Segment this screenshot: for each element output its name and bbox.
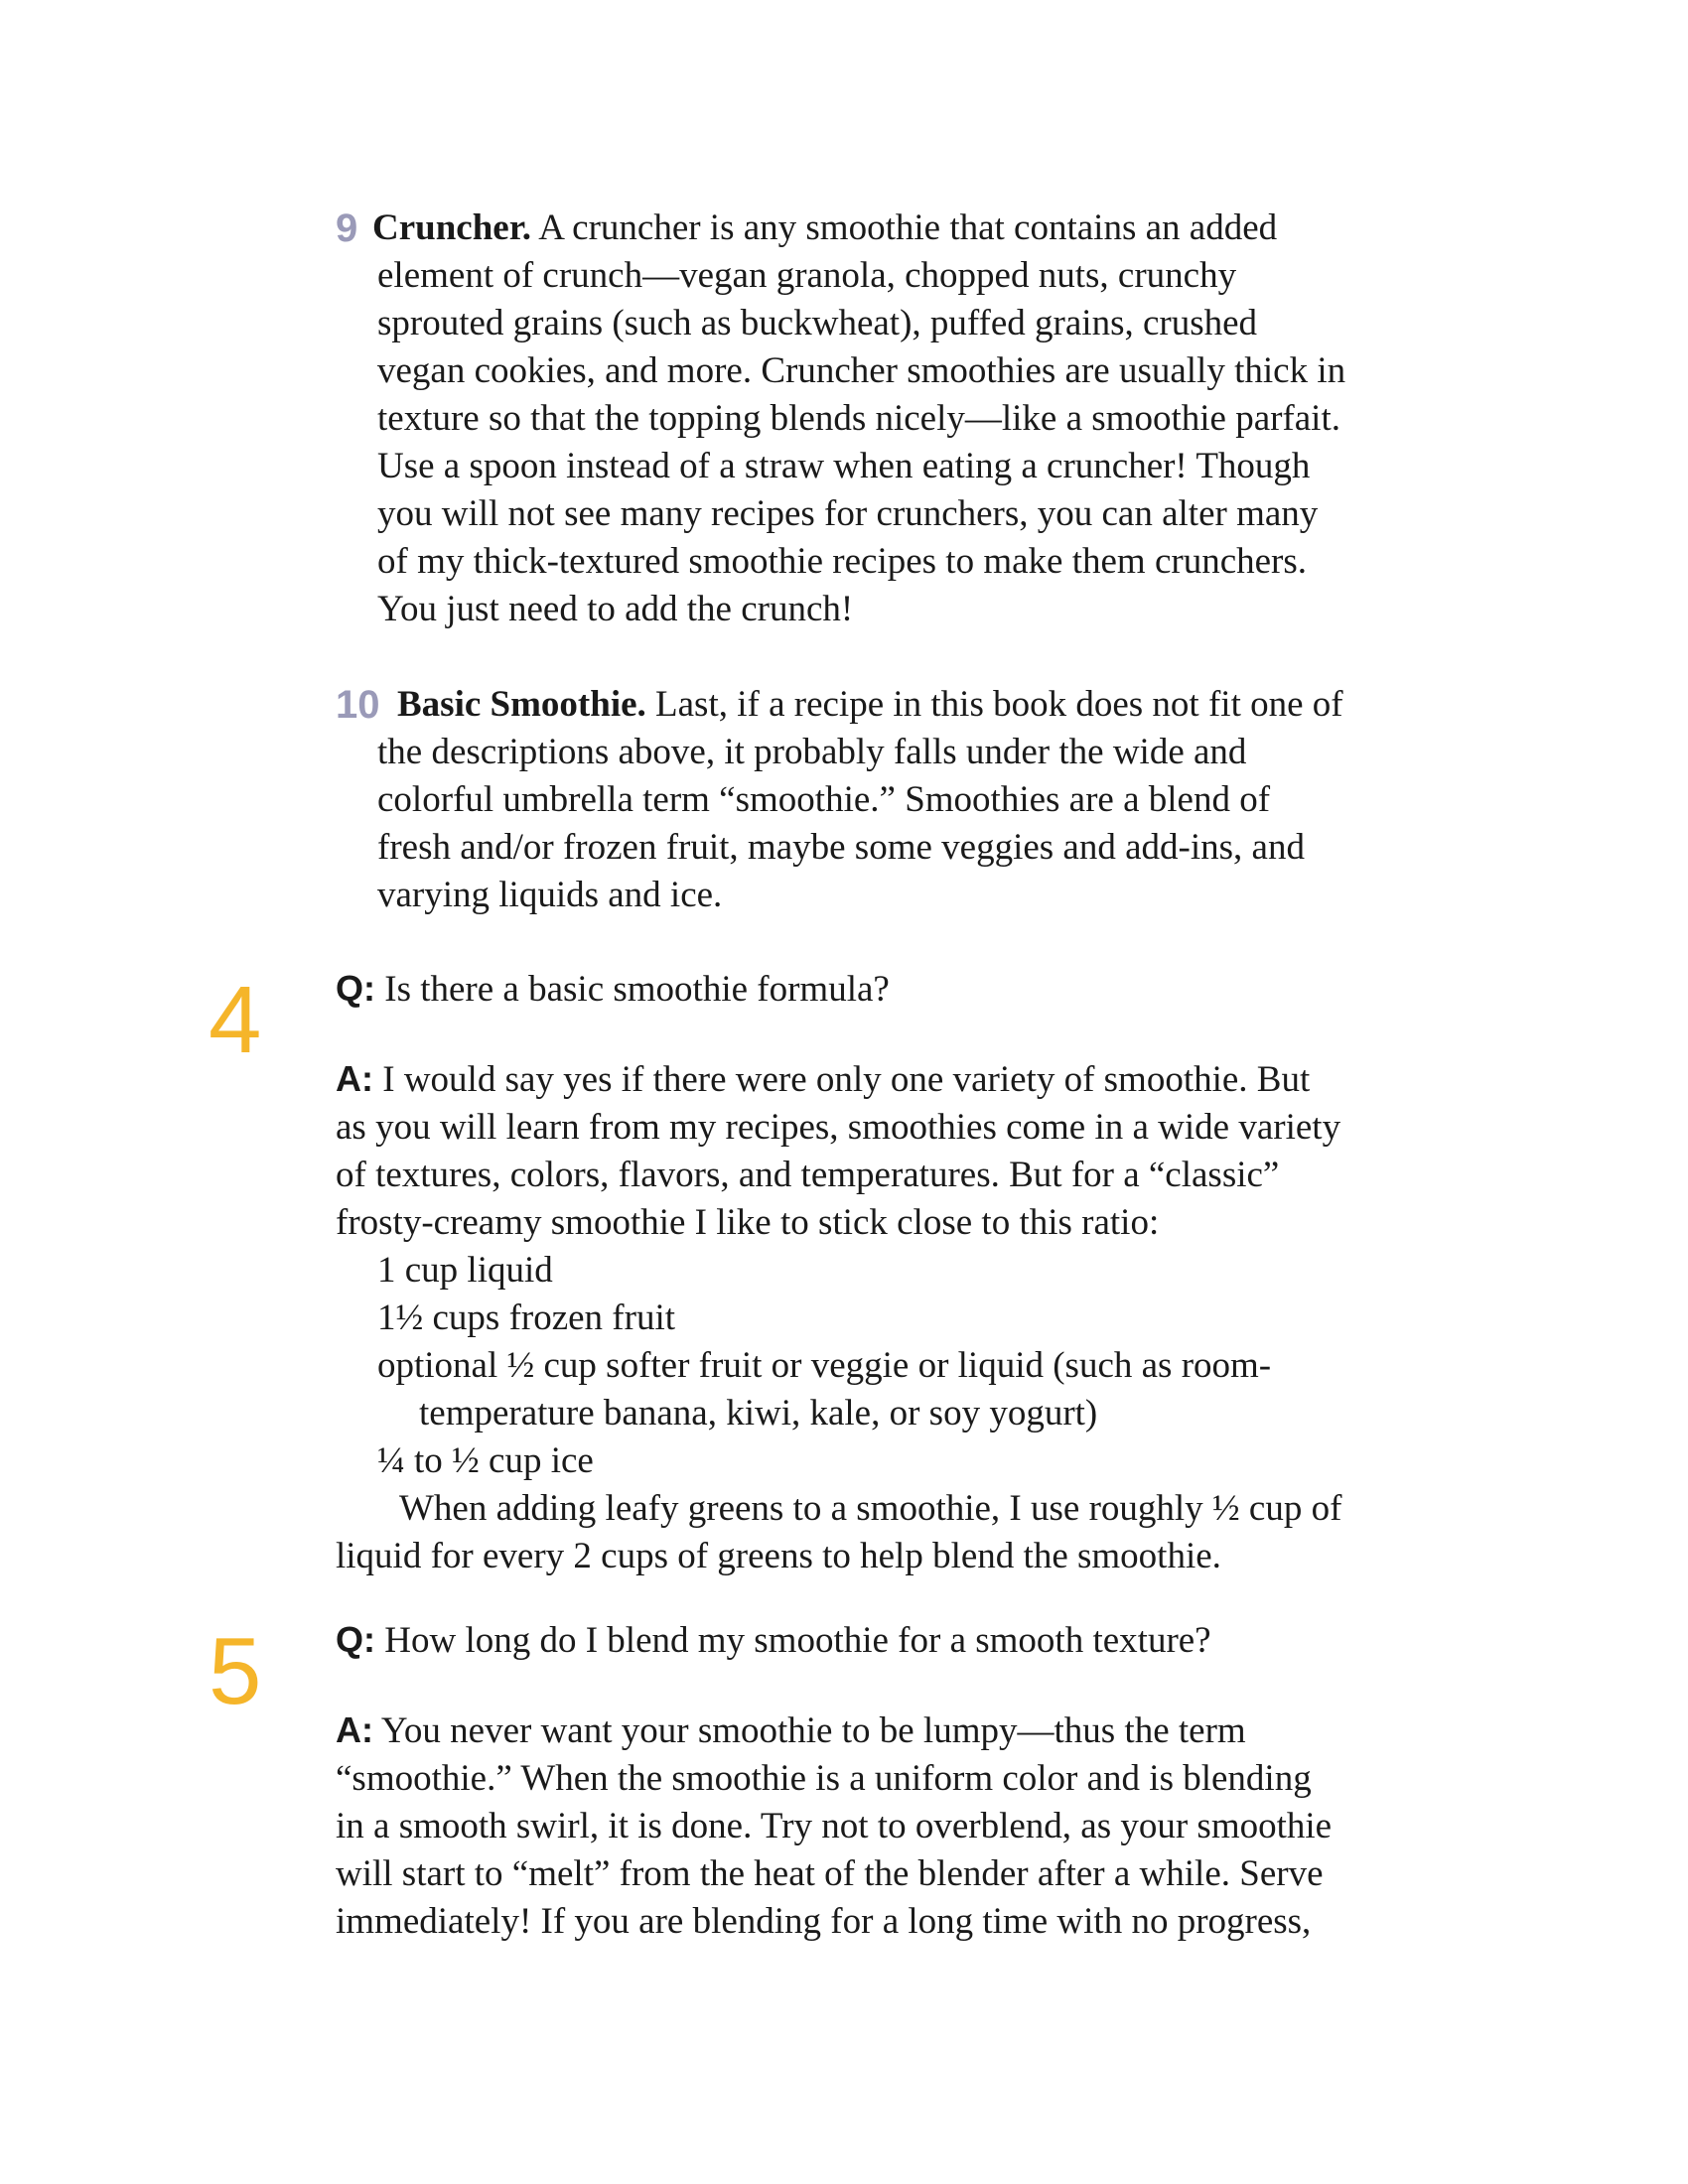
item-line: varying liquids and ice. (377, 875, 723, 915)
answer-line: as you will learn from my recipes, smoothies come in a wide variety (336, 1107, 1341, 1148)
answer-line: of textures, colors, flavors, and temperatures. But for a “classic” (336, 1155, 1280, 1195)
faq-4 (336, 965, 1487, 1580)
item-line: Use a spoon instead of a straw when eating a cruncher! Though (377, 446, 1311, 486)
item-first-line: Basic Smoothie. Last, if a recipe in this book does not fit one of (397, 684, 1343, 725)
item-line: of my thick-textured smoothie recipes to make them crunchers. (377, 541, 1308, 582)
spacer (336, 1014, 1487, 1055)
question: Q: How long do I blend my smoothie for a smooth texture? (336, 1619, 1211, 1661)
item-line: fresh and/or frozen fruit, maybe some veggies and add-ins, and (377, 827, 1305, 868)
ratio-line: temperature banana, kiwi, kale, or soy yogurt) (419, 1393, 1098, 1433)
closing-line: liquid for every 2 cups of greens to help blend the smoothie. (336, 1536, 1221, 1576)
item-number: 9 (336, 206, 358, 250)
item-number: 10 (336, 683, 380, 727)
answer-line: immediately! If you are blending for a long time with no progress, (336, 1901, 1312, 1942)
closing-line: When adding leafy greens to a smoothie, I use roughly ½ cup of (399, 1488, 1342, 1529)
item-line: colorful umbrella term “smoothie.” Smoothies are a blend of (377, 779, 1271, 820)
answer-line: “smoothie.” When the smoothie is a uniform color and is blending (336, 1758, 1312, 1799)
spacer (336, 1665, 1487, 1706)
ratio-line: ¼ to ½ cup ice (377, 1440, 594, 1481)
item-line: sprouted grains (such as buckwheat), puffed grains, crushed (377, 303, 1258, 343)
list-item-basic-smoothie (336, 681, 1477, 919)
answer-line: frosty-creamy smoothie I like to stick close to this ratio: (336, 1202, 1160, 1243)
answer-line: A: I would say yes if there were only one variety of smoothie. But (336, 1058, 1311, 1100)
item-term: Basic Smoothie. (397, 684, 646, 725)
faq-5 (336, 1616, 1487, 1946)
item-line: You just need to add the crunch! (377, 589, 854, 629)
q-label: Q: (336, 968, 375, 1009)
item-line: the descriptions above, it probably falls under the wide and (377, 732, 1247, 772)
a-label: A: (336, 1058, 373, 1099)
item-line: texture so that the topping blends nicely—like a smoothie parfait. (377, 398, 1340, 439)
question-number: 4 (209, 967, 262, 1073)
item-first-line: Cruncher. A cruncher is any smoothie that contains an added (372, 207, 1278, 248)
item-term: Cruncher. (372, 207, 531, 248)
a-label: A: (336, 1709, 373, 1750)
question: Q: Is there a basic smoothie formula? (336, 968, 890, 1010)
ratio-line: optional ½ cup softer fruit or veggie or liquid (such as room- (377, 1345, 1272, 1386)
item-body (336, 205, 1477, 633)
answer-line: will start to “melt” from the heat of the blender after a while. Serve (336, 1853, 1324, 1894)
answer-line: in a smooth swirl, it is done. Try not to overblend, as your smoothie (336, 1806, 1333, 1846)
answer-line: A: You never want your smoothie to be lumpy—thus the term (336, 1709, 1246, 1751)
q-label: Q: (336, 1619, 375, 1660)
question-number: 5 (209, 1618, 262, 1724)
list-item-cruncher (336, 205, 1477, 633)
item-line: element of crunch—vegan granola, chopped nuts, crunchy (377, 255, 1237, 296)
ratio-line: 1½ cups frozen fruit (377, 1297, 676, 1338)
item-line: you will not see many recipes for crunchers, you can alter many (377, 493, 1319, 534)
item-body (336, 681, 1477, 919)
item-line: vegan cookies, and more. Cruncher smoothies are usually thick in (377, 350, 1346, 391)
ratio-line: 1 cup liquid (377, 1250, 553, 1291)
